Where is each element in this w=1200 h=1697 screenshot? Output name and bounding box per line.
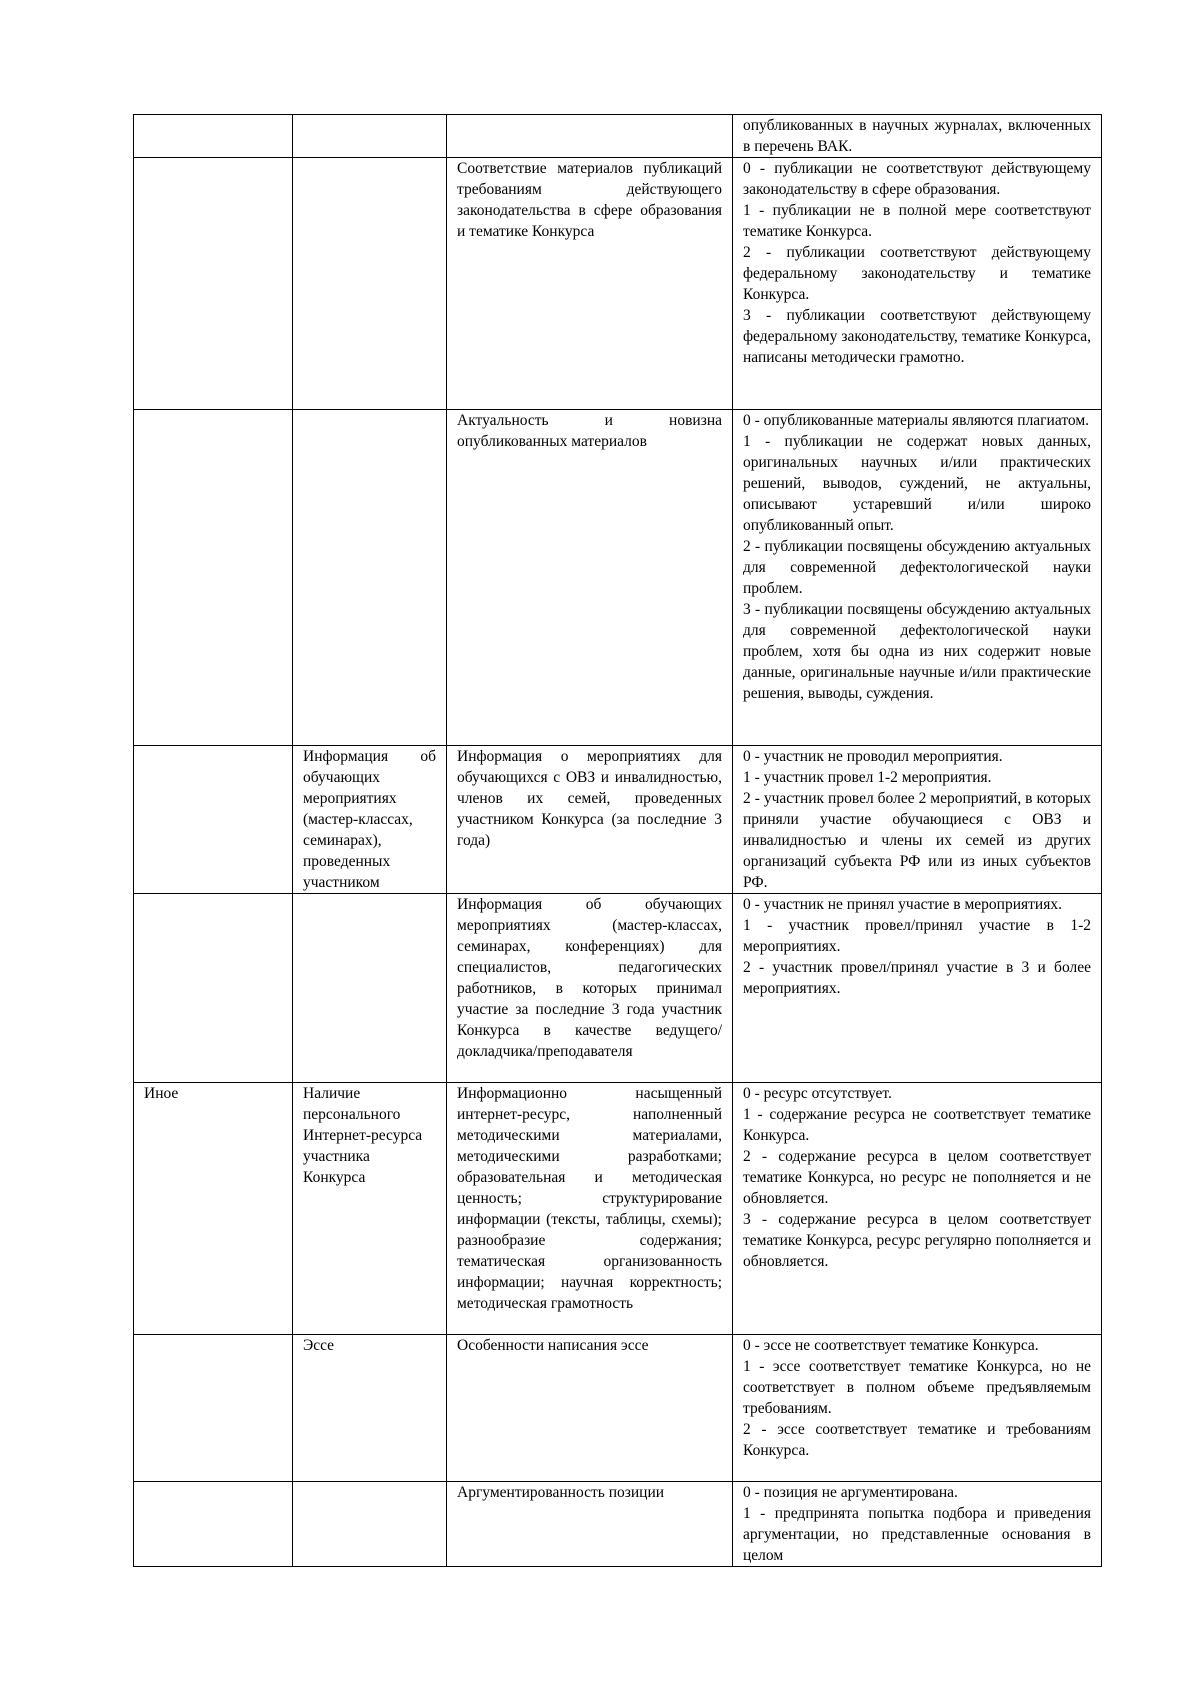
score-item: 2 - эссе соответствует тематике и требованиям Конкурса. (743, 1421, 1091, 1459)
score-item: 1 - эссе соответствует тематике Конкурса, но не соответствует в полном объеме предъявляемым требованиям. (743, 1358, 1091, 1417)
cell-indicator: Соответствие материалов публикаций требованиям действующего законодательства в сфере образования и тематике Конкурса (447, 158, 733, 410)
cell-scoring (733, 1083, 1102, 1335)
cell-criterion (293, 410, 447, 746)
cell-criterion (293, 158, 447, 410)
cell-section (134, 1335, 293, 1482)
table-row (134, 115, 1102, 158)
score-item: 2 - публикации посвящены обсуждению актуальных для современной дефектологической науки проблем. (743, 538, 1091, 597)
cell-section (134, 894, 293, 1083)
score-item: 2 - участник провел более 2 мероприятий, в которых приняли участие обучающиеся с ОВЗ и инвалидностью и члены их семей из других организаций субъекта РФ или из иных субъектов РФ. (743, 790, 1091, 891)
cell-indicator (447, 115, 733, 158)
cell-indicator: Аргументированность позиции (447, 1482, 733, 1567)
cell-indicator: Особенности написания эссе (447, 1335, 733, 1482)
cell-criterion (293, 1482, 447, 1567)
cell-section (134, 158, 293, 410)
score-item: 0 - участник не проводил мероприятия. (743, 748, 1003, 765)
score-item: 0 - ресурс отсутствует. (743, 1085, 892, 1102)
cell-section (134, 1482, 293, 1567)
cell-indicator: Актуальность и новизна опубликованных материалов (447, 410, 733, 746)
cell-indicator: Информация о мероприятиях для обучающихся с ОВЗ и инвалидностью, членов их семей, проведенных участником Конкурса (за последние 3 года) (447, 746, 733, 894)
score-item: опубликованных в научных журналах, включенных в перечень ВАК. (743, 117, 1091, 155)
table-row (134, 1083, 1102, 1335)
score-item: 1 - содержание ресурса не соответствует тематике Конкурса. (743, 1106, 1091, 1144)
cell-criterion: Информация об обучающих мероприятиях (мастер-классах, семинарах), проведенных участником (293, 746, 447, 894)
cell-scoring (733, 1482, 1102, 1567)
cell-criterion (293, 115, 447, 158)
cell-indicator: Информационно насыщенный интернет-ресурс, наполненный методическими материалами, методическими разработками; образовательная и методическая ценность; структурирование информации (тексты, таблицы, схемы); разнообразие содержания; тематическая организованность информации; научная корректность; методическая грамотность (447, 1083, 733, 1335)
cell-scoring (733, 1335, 1102, 1482)
cell-scoring (733, 746, 1102, 894)
score-item: 1 - предпринята попытка подбора и приведения аргументации, но представленные основания в целом (743, 1505, 1091, 1564)
table-row (134, 894, 1102, 1083)
score-item: 1 - участник провел 1-2 мероприятия. (743, 769, 992, 786)
cell-section (134, 746, 293, 894)
score-item: 0 - опубликованные материалы являются плагиатом. (743, 412, 1090, 429)
cell-section (134, 410, 293, 746)
score-item: 1 - публикации не содержат новых данных, оригинальных научных и/или практических решений, выводов, суждений, не актуальны, описывают устаревший и/или широко опубликованный опыт. (743, 433, 1091, 534)
cell-criterion: Эссе (293, 1335, 447, 1482)
cell-indicator: Информация об обучающих мероприятиях (мастер-классах, семинарах, конференциях) для специалистов, педагогических работников, в которых принимал участие за последние 3 года участник Конкурса в качестве ведущего/докладчика/преподавателя (447, 894, 733, 1083)
score-item: 0 - эссе не соответствует тематике Конкурса. (743, 1337, 1039, 1354)
score-item: 0 - публикации не соответствуют действующему законодательству в сфере образования. (743, 160, 1091, 198)
cell-scoring (733, 158, 1102, 410)
score-item: 3 - содержание ресурса в целом соответствует тематике Конкурса, ресурс регулярно пополняется и обновляется. (743, 1211, 1091, 1270)
score-item: 2 - содержание ресурса в целом соответствует тематике Конкурса, но ресурс не пополняется и не обновляется. (743, 1148, 1091, 1207)
table-row (134, 410, 1102, 746)
table-row (134, 1335, 1102, 1482)
score-item: 1 - участник провел/принял участие в 1-2 мероприятиях. (743, 917, 1091, 955)
cell-scoring (733, 894, 1102, 1083)
table-row (134, 746, 1102, 894)
cell-section (134, 115, 293, 158)
cell-criterion (293, 894, 447, 1083)
score-item: 0 - участник не принял участие в мероприятиях. (743, 896, 1062, 913)
score-item: 3 - публикации соответствуют действующему федеральному законодательству, тематике Конкурса, написаны методически грамотно. (743, 307, 1091, 366)
criteria-table (133, 114, 1102, 1567)
score-item: 0 - позиция не аргументирована. (743, 1484, 958, 1501)
cell-section: Иное (134, 1083, 293, 1335)
score-item: 1 - публикации не в полной мере соответствуют тематике Конкурса. (743, 202, 1091, 240)
cell-scoring (733, 410, 1102, 746)
table-row (134, 1482, 1102, 1567)
table-row (134, 158, 1102, 410)
cell-scoring (733, 115, 1102, 158)
score-item: 2 - участник провел/принял участие в 3 и более мероприятиях. (743, 959, 1091, 997)
score-item: 2 - публикации соответствуют действующему федеральному законодательству и тематике Конкурса. (743, 244, 1091, 303)
score-item: 3 - публикации посвящены обсуждению актуальных для современной дефектологической науки проблем, хотя бы одна из них содержит новые данные, оригинальные научные и/или практические решения, выводы, суждения. (743, 601, 1091, 702)
cell-criterion: Наличие персонального Интернет-ресурса участника Конкурса (293, 1083, 447, 1335)
